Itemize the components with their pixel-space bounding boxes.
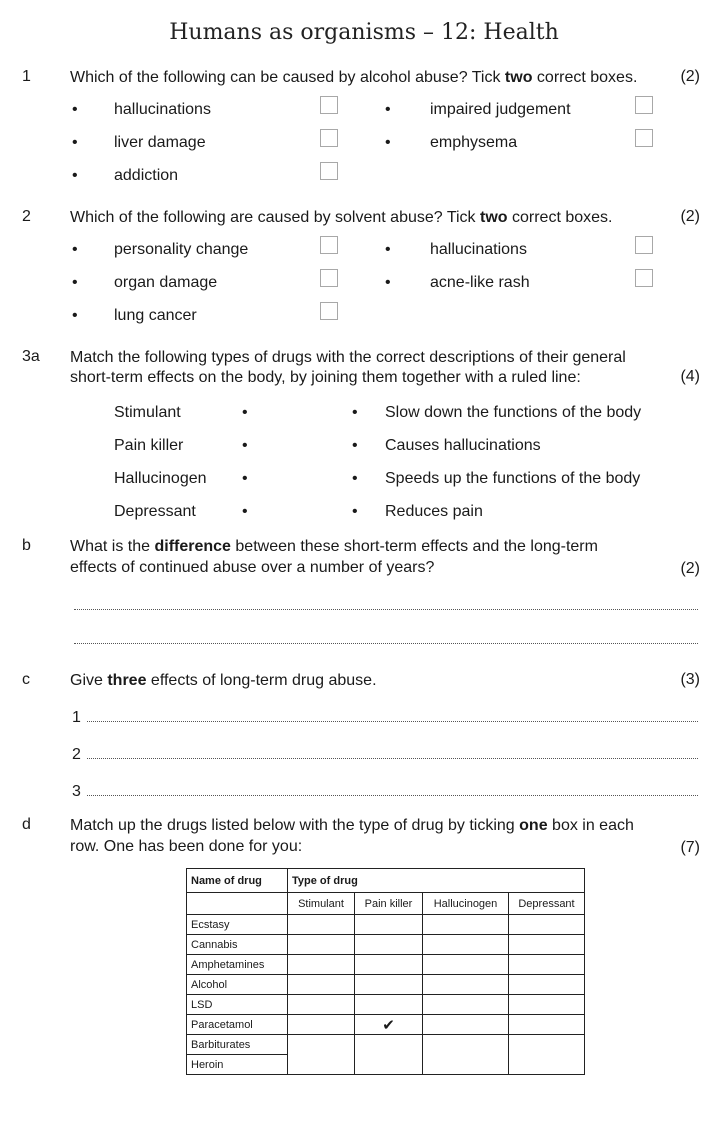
question-3d-text-line2: row. One has been done for you: [70,838,303,855]
tick-cell[interactable] [355,955,423,975]
tick-cell[interactable] [288,1015,355,1035]
question-3d-number: d [22,816,31,833]
answer-number-2: 2 [72,746,81,763]
answer-line[interactable] [74,643,698,644]
column-stimulant: Stimulant [288,893,355,915]
q1-option-liver-damage: liver damage [114,134,206,151]
question-2-marks: (2) [680,208,700,225]
question-3a-number: 3a [22,348,40,365]
question-3d-text-line1: Match up the drugs listed below with the type of drug by ticking one box in each [70,817,634,834]
table-row [187,955,585,975]
match-right-dot[interactable]: • [352,437,358,454]
tick-cell[interactable] [355,995,423,1015]
tick-cell[interactable] [355,915,423,935]
tick-cell[interactable] [288,955,355,975]
table-header-name: Name of drug [187,869,288,893]
column-hallucinogen: Hallucinogen [423,893,509,915]
table-row [187,935,585,955]
tick-cell[interactable] [288,975,355,995]
q1-option-emphysema: emphysema [430,134,518,151]
match-right-dot[interactable]: • [352,470,358,487]
tick-cell[interactable] [509,915,585,935]
question-3b-text-line1: What is the difference between these short-term effects and the long-term [70,538,598,555]
tick-cell[interactable] [509,1035,585,1075]
tick-cell[interactable] [509,955,585,975]
bullet: • [72,134,78,151]
q2-option-hallucinations: hallucinations [430,241,527,258]
table-row [187,995,585,1015]
match-left-depressant: Depressant [114,503,196,520]
match-right-dot[interactable]: • [352,503,358,520]
question-3d-marks: (7) [680,839,700,856]
bullet: • [385,241,391,258]
tick-cell[interactable] [355,975,423,995]
question-3c-text: Give three effects of long-term drug abuse. [70,672,377,689]
drug-type-table [186,868,585,1075]
match-left-dot[interactable]: • [242,470,248,487]
q2-checkbox-acne-like-rash[interactable] [635,269,653,287]
tick-cell[interactable] [355,1035,423,1075]
match-left-dot[interactable]: • [242,503,248,520]
answer-number-3: 3 [72,783,81,800]
drug-name: Amphetamines [187,955,288,975]
answer-line-1[interactable] [87,721,698,722]
table-row [187,1035,585,1055]
match-left-stimulant: Stimulant [114,404,181,421]
q1-checkbox-addiction[interactable] [320,162,338,180]
q1-checkbox-liver-damage[interactable] [320,129,338,147]
tick-cell[interactable] [355,935,423,955]
tick-cell[interactable] [423,955,509,975]
answer-number-1: 1 [72,709,81,726]
q2-option-acne-like-rash: acne-like rash [430,274,530,291]
q2-checkbox-personality-change[interactable] [320,236,338,254]
drug-name: Alcohol [187,975,288,995]
answer-line-3[interactable] [87,795,698,796]
check-mark-icon[interactable]: ✔ [355,1015,423,1035]
q2-checkbox-hallucinations[interactable] [635,236,653,254]
drug-name: LSD [187,995,288,1015]
tick-cell[interactable] [423,995,509,1015]
bullet: • [72,274,78,291]
question-1-marks: (2) [680,68,700,85]
tick-cell[interactable] [288,995,355,1015]
tick-cell[interactable] [509,1015,585,1035]
table-empty-cell [187,893,288,915]
match-right-slow-down: Slow down the functions of the body [385,404,642,421]
tick-cell[interactable] [288,1035,355,1075]
question-2-text: Which of the following are caused by solvent abuse? Tick two correct boxes. [70,209,613,226]
q1-checkbox-emphysema[interactable] [635,129,653,147]
tick-cell[interactable] [423,975,509,995]
match-right-reduces-pain: Reduces pain [385,503,483,520]
question-3b-text-line2: effects of continued abuse over a number of years? [70,559,435,576]
q2-option-personality-change: personality change [114,241,249,258]
drug-name: Barbiturates [187,1035,288,1055]
q1-option-addiction: addiction [114,167,179,184]
page-title: Humans as organisms – 12: Health [169,20,559,45]
match-left-dot[interactable]: • [242,404,248,421]
question-3a-text-line1: Match the following types of drugs with the correct descriptions of their general [70,349,626,366]
question-3a-marks: (4) [680,368,700,385]
bullet: • [385,134,391,151]
table-row [187,1015,585,1035]
question-1-text: Which of the following can be caused by alcohol abuse? Tick two correct boxes. [70,69,638,86]
question-3a-text-line2: short-term effects on the body, by joining them together with a ruled line: [70,369,581,386]
match-left-pain-killer: Pain killer [114,437,184,454]
drug-name: Ecstasy [187,915,288,935]
q2-checkbox-lung-cancer[interactable] [320,302,338,320]
bullet: • [72,241,78,258]
bullet: • [72,167,78,184]
drug-name: Cannabis [187,935,288,955]
question-3b-marks: (2) [680,560,700,577]
table-header-type: Type of drug [288,869,585,893]
tick-cell[interactable] [423,935,509,955]
tick-cell[interactable] [288,915,355,935]
bullet: • [72,307,78,324]
tick-cell[interactable] [423,1015,509,1035]
bullet: • [72,101,78,118]
table-row [187,915,585,935]
question-1-number: 1 [22,68,31,85]
tick-cell[interactable] [288,935,355,955]
q1-option-hallucinations: hallucinations [114,101,211,118]
q1-checkbox-impaired-judgement[interactable] [635,96,653,114]
q2-option-lung-cancer: lung cancer [114,307,197,324]
question-3c-marks: (3) [680,671,700,688]
q2-checkbox-organ-damage[interactable] [320,269,338,287]
question-3c-number: c [22,671,30,688]
match-right-dot[interactable]: • [352,404,358,421]
match-left-dot[interactable]: • [242,437,248,454]
q1-checkbox-hallucinations[interactable] [320,96,338,114]
match-right-causes-hallucinations: Causes hallucinations [385,437,541,454]
q1-option-impaired-judgement: impaired judgement [430,101,571,118]
tick-cell[interactable] [423,1035,509,1075]
answer-line[interactable] [74,609,698,610]
q2-option-organ-damage: organ damage [114,274,218,291]
tick-cell[interactable] [509,935,585,955]
match-left-hallucinogen: Hallucinogen [114,470,207,487]
column-pain-killer: Pain killer [355,893,423,915]
bullet: • [385,274,391,291]
tick-cell[interactable] [423,915,509,935]
table-row [187,975,585,995]
question-2-number: 2 [22,208,31,225]
answer-line-2[interactable] [87,758,698,759]
tick-cell[interactable] [509,975,585,995]
match-right-speeds-up: Speeds up the functions of the body [385,470,641,487]
drug-name: Paracetamol [187,1015,288,1035]
column-depressant: Depressant [509,893,585,915]
tick-cell[interactable] [509,995,585,1015]
drug-name: Heroin [187,1055,288,1075]
question-3b-number: b [22,537,31,554]
bullet: • [385,101,391,118]
